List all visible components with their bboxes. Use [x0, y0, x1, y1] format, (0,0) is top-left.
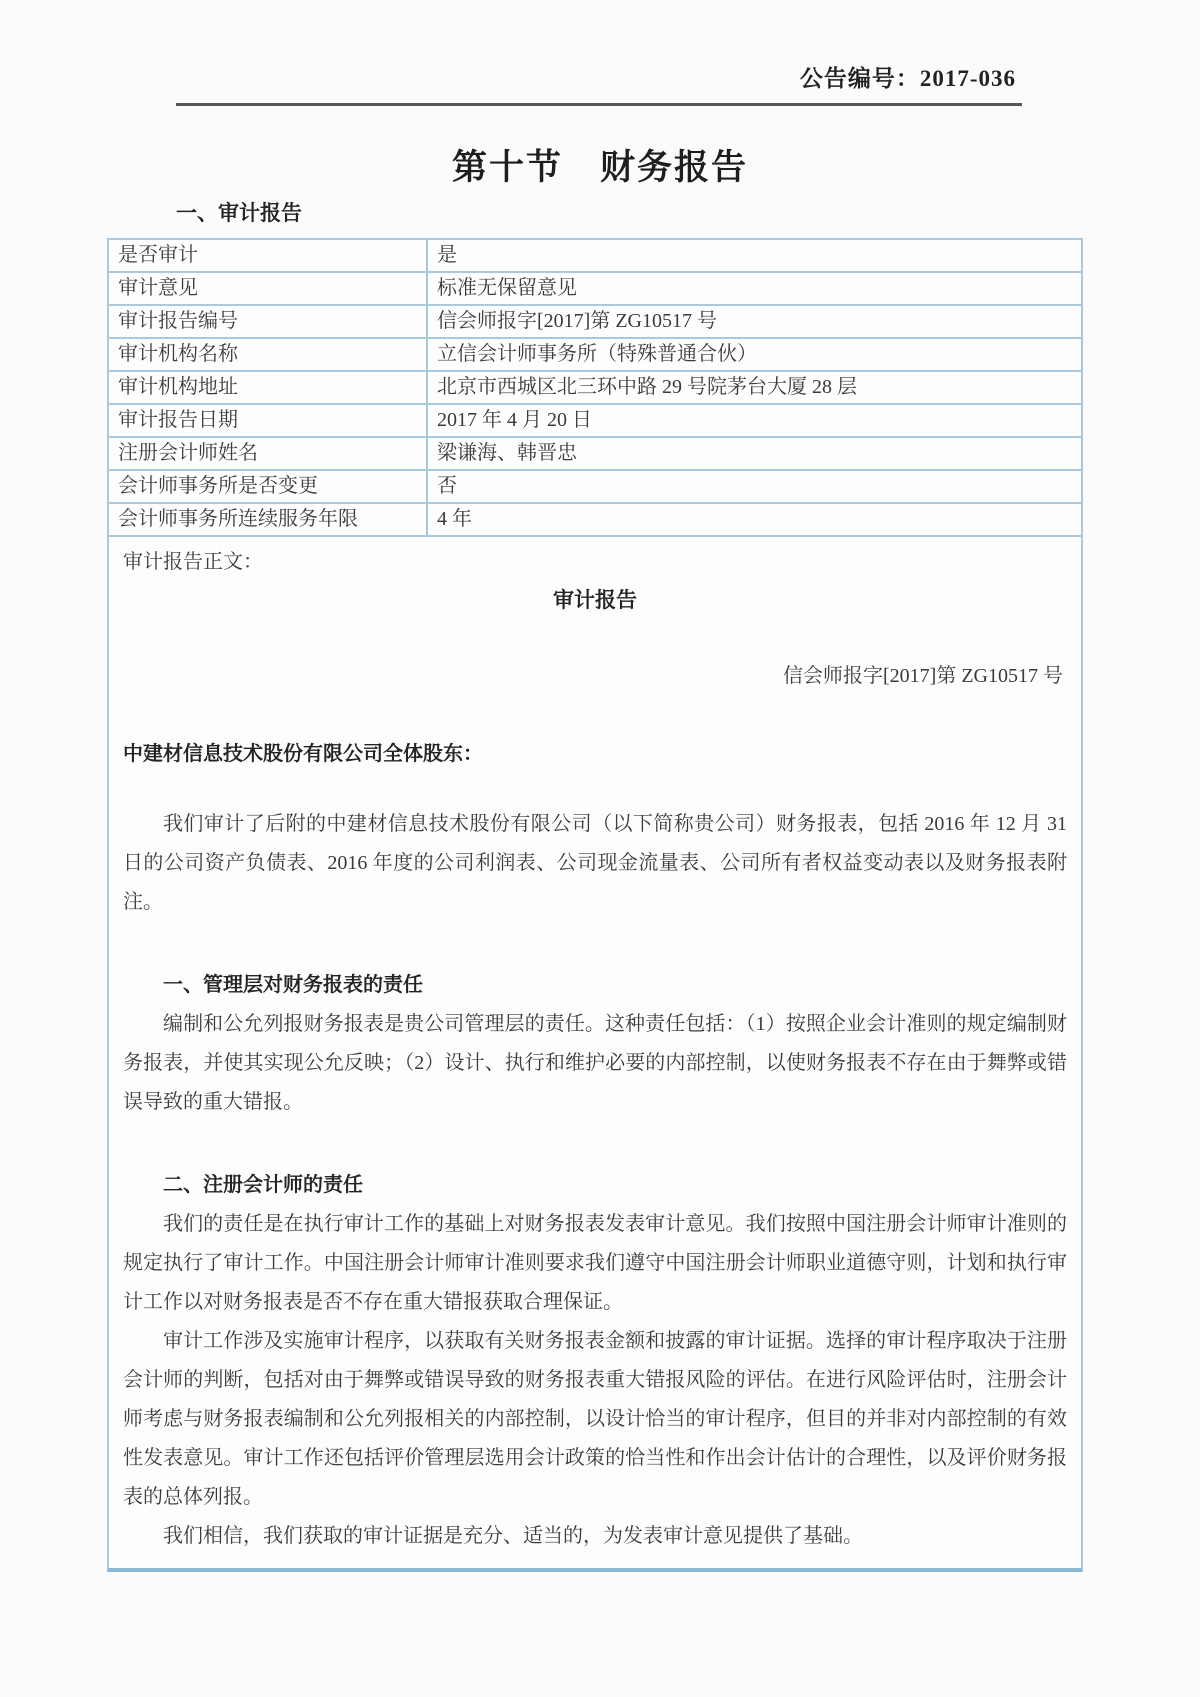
- table-row: [108, 239, 1082, 272]
- row-label: 审计机构地址: [108, 371, 427, 404]
- content-area: [107, 238, 1083, 1572]
- row-value: 是: [427, 239, 1082, 272]
- table-row: [108, 272, 1082, 305]
- table-row: [108, 338, 1082, 371]
- report-intro-paragraph: 我们审计了后附的中建材信息技术股份有限公司（以下简称贵公司）财务报表，包括 2016 年 12 月 31 日的公司资产负债表、2016 年度的公司利润表、公司现金流量表、公司所有者权益变动表以及财务报表附注。: [123, 813, 1067, 913]
- row-value: 标准无保留意见: [427, 272, 1082, 305]
- row-value: 梁谦海、韩晋忠: [427, 437, 1082, 470]
- cpa-responsibility-paragraph-3: 我们相信，我们获取的审计证据是充分、适当的，为发表审计意见提供了基础。: [163, 1525, 863, 1547]
- table-row: [108, 371, 1082, 404]
- section-heading-audit-report: 一、审计报告: [176, 201, 302, 225]
- row-value: 北京市西城区北三环中路 29 号院茅台大厦 28 层: [427, 371, 1082, 404]
- report-title: 审计报告: [553, 588, 637, 612]
- subheading-cpa-responsibility: 二、注册会计师的责任: [163, 1174, 363, 1196]
- row-label: 是否审计: [108, 239, 427, 272]
- row-label: 审计意见: [108, 272, 427, 305]
- subheading-management-responsibility: 一、管理层对财务报表的责任: [163, 974, 423, 996]
- row-value: 2017 年 4 月 20 日: [427, 404, 1082, 437]
- row-value: 信会师报字[2017]第 ZG10517 号: [427, 305, 1082, 338]
- announcement-number: 公告编号：2017-036: [799, 66, 1016, 91]
- row-label: 审计报告编号: [108, 305, 427, 338]
- row-label: 注册会计师姓名: [108, 437, 427, 470]
- row-label: 会计师事务所是否变更: [108, 470, 427, 503]
- report-body-label: 审计报告正文：: [123, 551, 263, 573]
- report-reference-number: 信会师报字[2017]第 ZG10517 号: [783, 665, 1063, 687]
- cpa-responsibility-paragraph-1: 我们的责任是在执行审计工作的基础上对财务报表发表审计意见。我们按照中国注册会计师审计准则的规定执行了审计工作。中国注册会计师审计准则要求我们遵守中国注册会计师职业道德守则，计划和执行审计工作以对财务报表是否不存在重大错报获取合理保证。: [123, 1213, 1067, 1313]
- document-title: 第十节 财务报告: [451, 148, 748, 187]
- cpa-responsibility-paragraph-2: 审计工作涉及实施审计程序，以获取有关财务报表金额和披露的审计证据。选择的审计程序取决于注册会计师的判断，包括对由于舞弊或错误导致的财务报表重大错报风险的评估。在进行风险评估时，注册会计师考虑与财务报表编制和公允列报相关的内部控制，以设计恰当的审计程序，但目的并非对内部控制的有效性发表意见。审计工作还包括评价管理层选用会计政策的恰当性和作出会计估计的合理性，以及评价财务报表的总体列报。: [123, 1330, 1067, 1508]
- management-responsibility-paragraph: 编制和公允列报财务报表是贵公司管理层的责任。这种责任包括：（1）按照企业会计准则的规定编制财务报表，并使其实现公允反映；（2）设计、执行和维护必要的内部控制，以使财务报表不存在由于舞弊或错误导致的重大错报。: [123, 1013, 1067, 1113]
- row-value: 4 年: [427, 503, 1082, 536]
- table-row: [108, 503, 1082, 536]
- row-label: 审计报告日期: [108, 404, 427, 437]
- row-label: 审计机构名称: [108, 338, 427, 371]
- table-row: [108, 470, 1082, 503]
- row-value: 否: [427, 470, 1082, 503]
- row-value: 立信会计师事务所（特殊普通合伙）: [427, 338, 1082, 371]
- audit-info-table: [107, 238, 1083, 537]
- table-row: [108, 404, 1082, 437]
- row-label: 会计师事务所连续服务年限: [108, 503, 427, 536]
- table-row: [108, 305, 1082, 338]
- report-addressee: 中建材信息技术股份有限公司全体股东：: [123, 743, 483, 765]
- audit-report-body-box: [107, 537, 1083, 1572]
- header-rule: [176, 103, 1022, 106]
- table-row: [108, 437, 1082, 470]
